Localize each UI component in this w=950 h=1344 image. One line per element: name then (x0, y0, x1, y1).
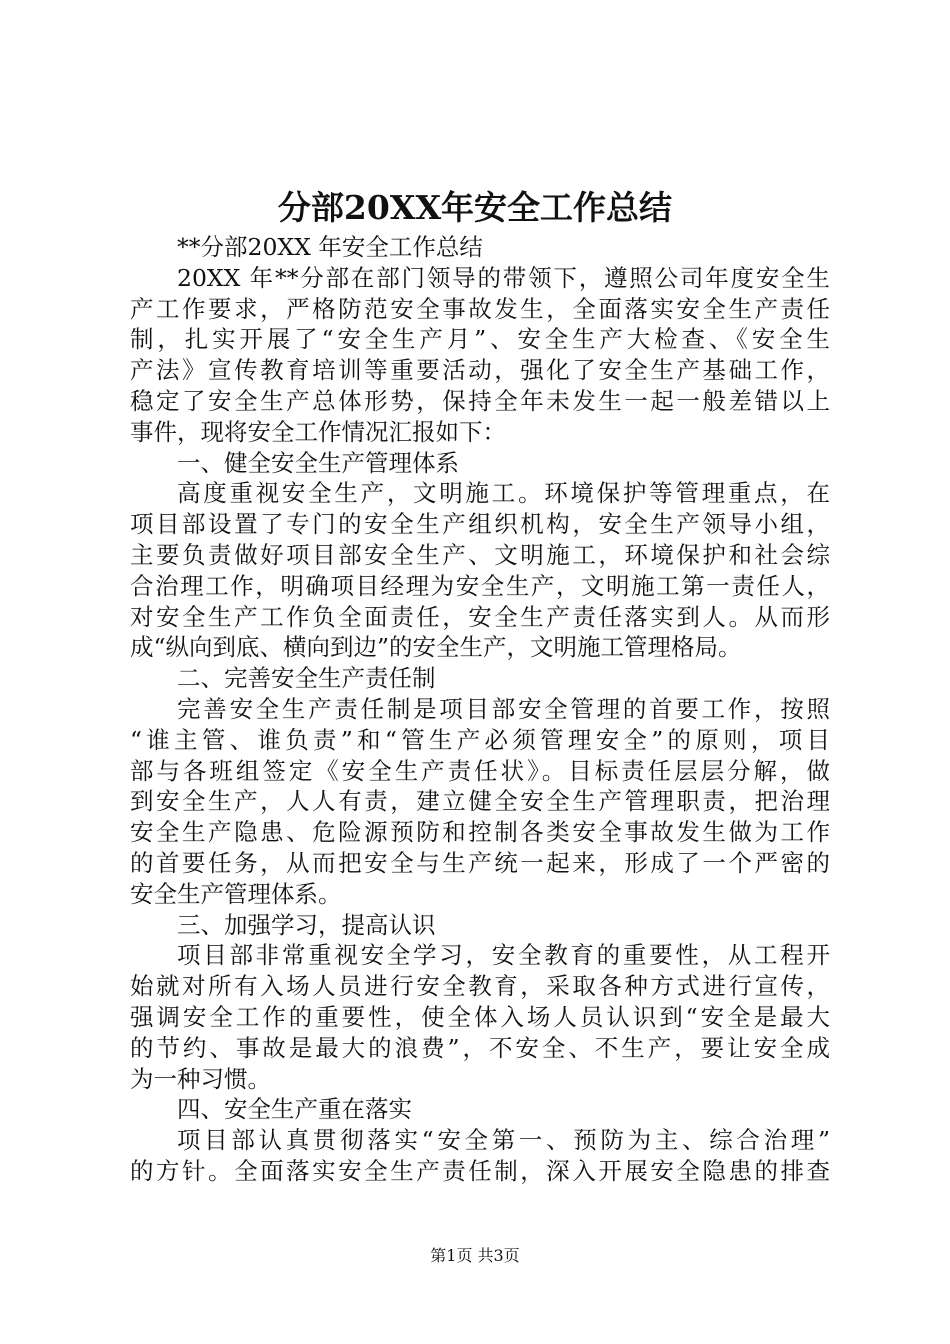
document-body (130, 232, 830, 1187)
paragraph-line: 到安全生产，人人有责，建立健全安全生产管理职责，把治理 (130, 787, 830, 816)
paragraph-line: 安全生产管理体系。 (130, 879, 342, 908)
paragraph-line: 项目部设置了专门的安全生产组织机构，安全生产领导小组， (130, 510, 830, 539)
paragraph-line: 稳定了安全生产总体形势，保持全年未发生一起一般差错以上 (130, 386, 830, 415)
paragraph-line: 的方针。全面落实安全生产责任制，深入开展安全隐患的排查 (130, 1156, 830, 1185)
paragraph-line: 部与各班组签定《安全生产责任状》。目标责任层层分解，做 (130, 756, 830, 785)
paragraph-line: 20XX 年**分部在部门领导的带领下，遵照公司年度安全生 (177, 263, 830, 292)
paragraph-line: 项目部认真贯彻落实“安全第一、预防为主、综合治理” (177, 1126, 830, 1155)
paragraph-line: 的首要任务，从而把安全与生产统一起来，形成了一个严密的 (130, 848, 830, 877)
section-heading: 四、安全生产重在落实 (177, 1095, 412, 1124)
paragraph-line: 高度重视安全生产，文明施工。环境保护等管理重点，在 (177, 479, 830, 508)
paragraph-line: 完善安全生产责任制是项目部安全管理的首要工作，按照 (177, 694, 830, 723)
page-number: 第1页 共3页 (430, 1246, 520, 1265)
paragraph-line: 对安全生产工作负全面责任，安全生产责任落实到人。从而形 (130, 602, 830, 631)
paragraph-line: 成“纵向到底、横向到边”的安全生产，文明施工管理格局。 (130, 633, 742, 662)
document-title: 分部20XX年安全工作总结 (277, 188, 673, 227)
paragraph-line: 合治理工作，明确项目经理为安全生产，文明施工第一责任人， (130, 571, 830, 600)
paragraph-line: 安全生产隐患、危险源预防和控制各类安全事故发生做为工作 (130, 818, 830, 847)
paragraph-line: 项目部非常重视安全学习，安全教育的重要性，从工程开 (177, 941, 830, 970)
section-heading: 二、完善安全生产责任制 (177, 664, 436, 693)
paragraph-line: 主要负责做好项目部安全生产、文明施工，环境保护和社会综 (130, 540, 830, 569)
paragraph-line: 事件，现将安全工作情况汇报如下： (130, 417, 506, 446)
paragraph-line: “谁主管、谁负责”和“管生产必须管理安全”的原则，项目 (130, 725, 830, 754)
paragraph-line: 始就对所有入场人员进行安全教育，采取各种方式进行宣传， (130, 972, 830, 1001)
subtitle-line: **分部20XX 年安全工作总结 (177, 233, 483, 261)
section-heading: 三、加强学习，提高认识 (177, 910, 436, 939)
section-heading: 一、健全安全生产管理体系 (177, 448, 459, 477)
paragraph-line: 强调安全工作的重要性，使全体入场人员认识到“安全是最大 (130, 1002, 830, 1031)
paragraph-line: 产工作要求，严格防范安全事故发生，全面落实安全生产责任 (130, 294, 830, 323)
paragraph-line: 产法》宣传教育培训等重要活动，强化了安全生产基础工作， (130, 356, 830, 385)
paragraph-line: 制，扎实开展了“安全生产月”、安全生产大检查、《安全生 (130, 325, 830, 354)
paragraph-line: 为一种习惯。 (130, 1064, 271, 1093)
paragraph-line: 的节约、事故是最大的浪费”，不安全、不生产，要让安全成 (130, 1033, 830, 1062)
